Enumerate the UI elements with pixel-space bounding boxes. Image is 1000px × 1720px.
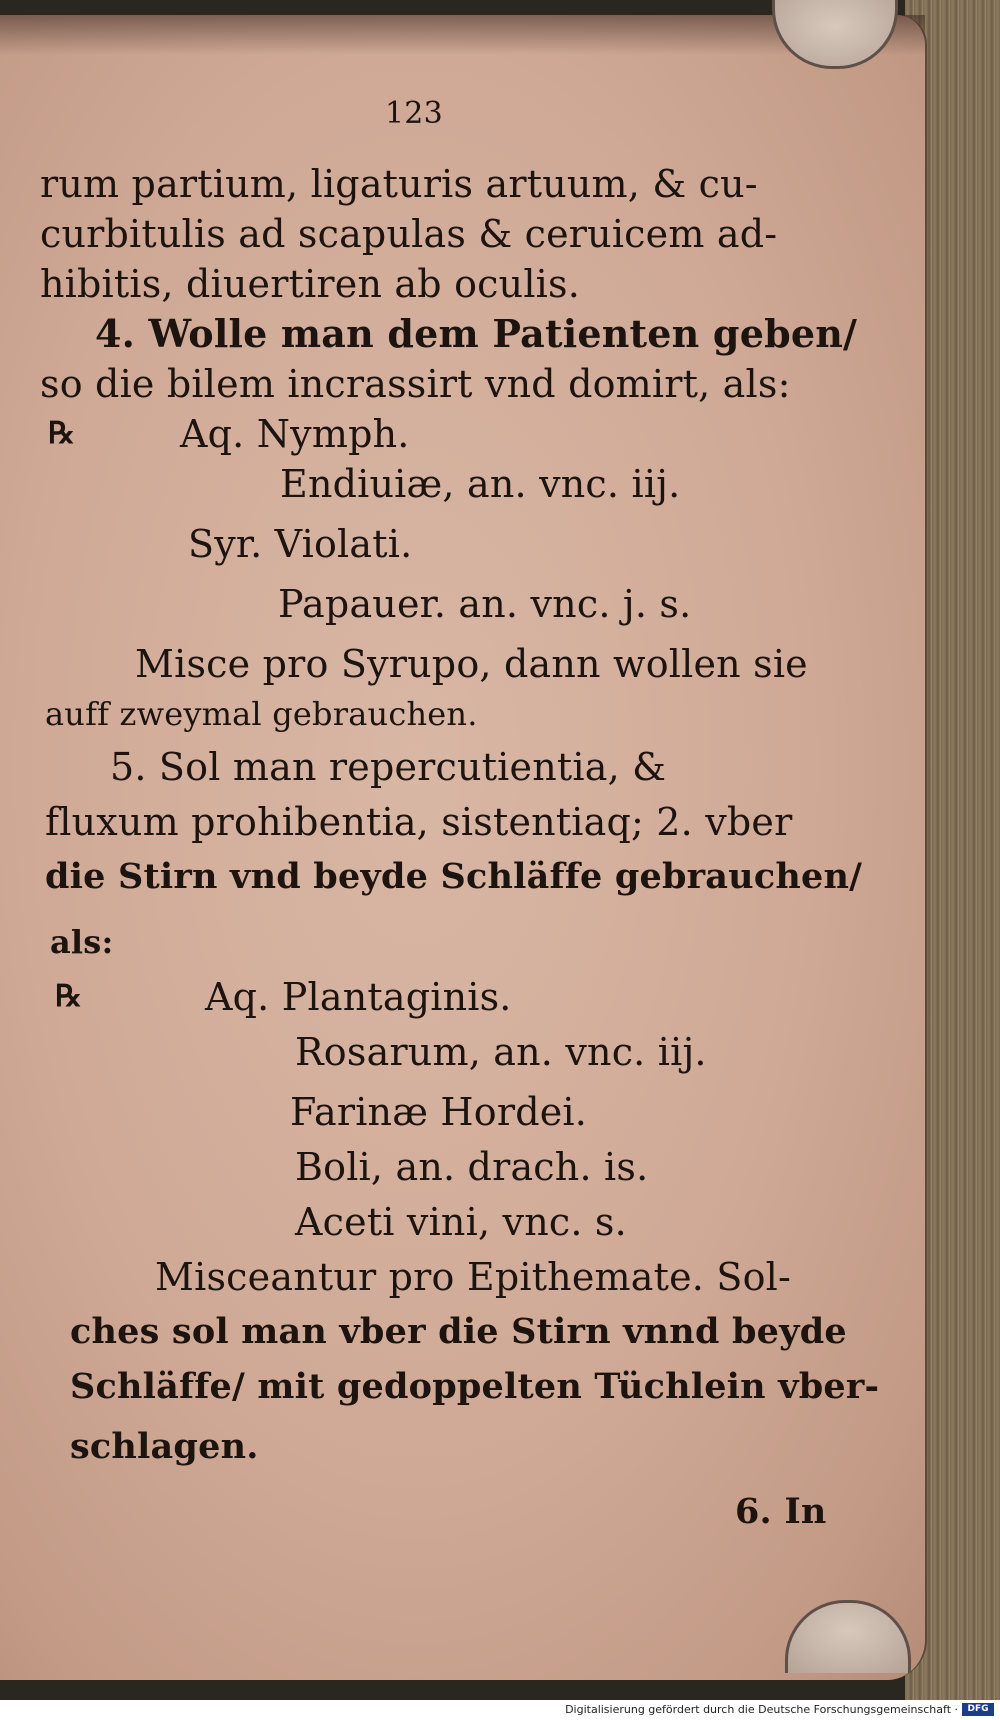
text-line: ches sol man vber die Stirn vnnd beyde [70, 1311, 847, 1352]
text-line: die Stirn vnd beyde Schläffe gebrauchen/ [45, 856, 863, 897]
text-line: fluxum prohibentia, sistentiaq; 2. vber [45, 800, 793, 844]
catchword: 6. In [735, 1491, 827, 1532]
text-line: Misce pro Syrupo, dann wollen sie [135, 642, 808, 686]
text-line: Endiuiæ, an. vnc. iij. [280, 462, 681, 506]
text-line: auff zweymal gebrauchen. [45, 695, 478, 733]
page-number: 123 [385, 96, 443, 131]
text-line: Aq. Plantaginis. [205, 975, 512, 1019]
text-line: Papauer. an. vnc. j. s. [278, 582, 692, 626]
text-line: hibitis, diuertiren ab oculis. [40, 262, 581, 306]
text-line: 4. Wolle man dem Patienten geben/ [95, 311, 858, 356]
text-line: Aceti vini, vnc. s. [295, 1200, 627, 1244]
text-line: curbitulis ad scapulas & ceruicem ad- [40, 212, 778, 256]
text-line: Rosarum, an. vnc. iij. [295, 1030, 707, 1074]
text-line: 5. Sol man repercutientia, & [110, 745, 667, 789]
recipe-symbol: ℞ [55, 979, 83, 1014]
digitization-credit: Digitalisierung gefördert durch die Deutsche Forschungsgemeinschaft · [565, 1703, 958, 1716]
text-line: als: [50, 923, 114, 961]
text-line: Misceantur pro Epithemate. Sol- [155, 1255, 792, 1299]
text-line: schlagen. [70, 1426, 259, 1467]
dfg-logo-icon: DFG [962, 1703, 994, 1716]
text-line: Boli, an. drach. is. [295, 1145, 649, 1189]
text-line: Farinæ Hordei. [290, 1090, 588, 1134]
text-line: so die bilem incrassirt vnd domirt, als: [40, 362, 791, 406]
text-line: Aq. Nymph. [180, 412, 410, 456]
text-line: Schläffe/ mit gedoppelten Tüchlein vber- [70, 1366, 880, 1407]
text-line: rum partium, ligaturis artuum, & cu- [40, 162, 758, 206]
text-line: Syr. Violati. [188, 522, 413, 566]
recipe-symbol: ℞ [48, 416, 76, 451]
